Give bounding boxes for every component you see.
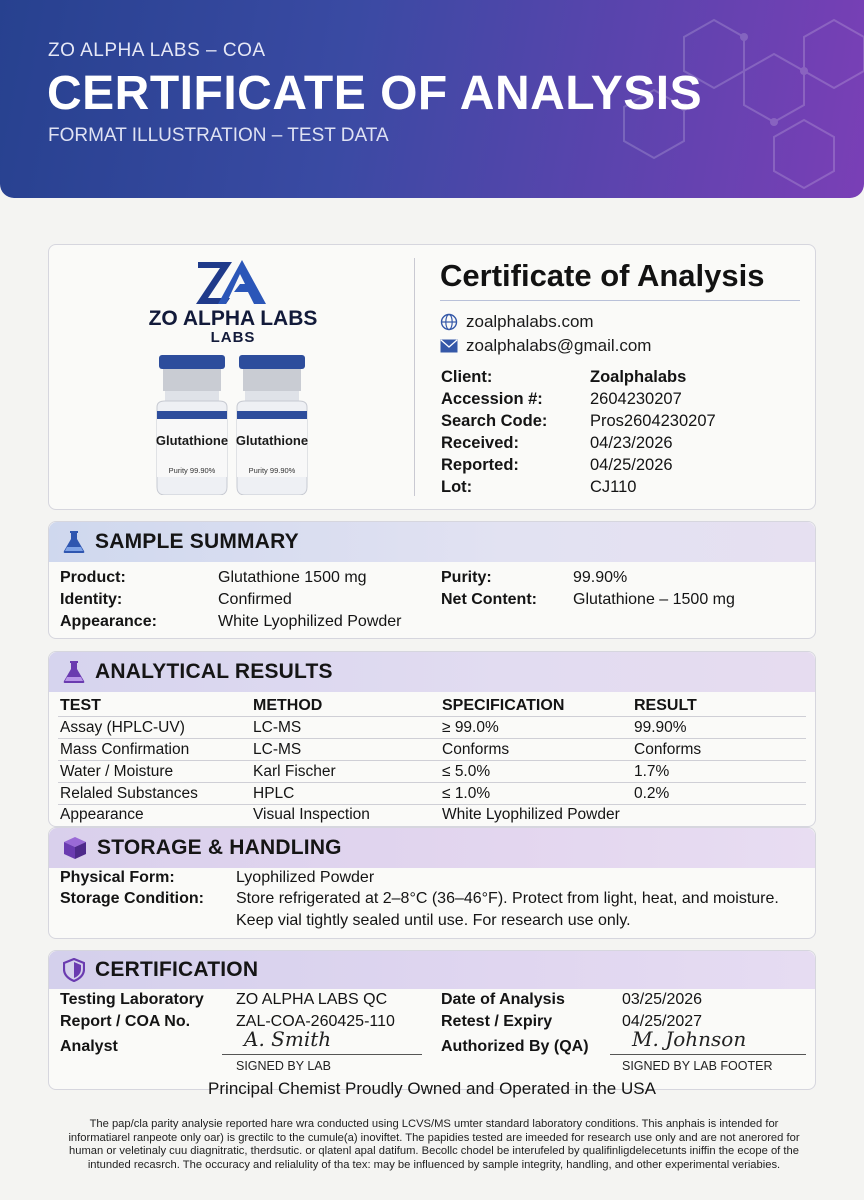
- purity-label: Purity:: [441, 569, 492, 586]
- table-divider: [58, 738, 806, 739]
- client-label: Client:: [441, 368, 493, 386]
- analyst-signature: A. Smith: [244, 1027, 332, 1051]
- received-label: Received:: [441, 434, 519, 452]
- testing-lab-label: Testing Laboratory: [60, 991, 204, 1008]
- date-of-analysis-label: Date of Analysis: [441, 991, 565, 1008]
- retest-label: Retest / Expiry: [441, 1013, 553, 1030]
- shield-icon: [63, 958, 85, 982]
- reported-label: Reported:: [441, 456, 519, 474]
- authorized-by-label: Authorized By (QA): [441, 1038, 589, 1055]
- storage-condition-label: Storage Condition:: [60, 890, 204, 907]
- analyst-label: Analyst: [60, 1038, 118, 1055]
- product-value: Glutathione 1500 mg: [218, 569, 367, 586]
- retest-value: 04/25/2027: [622, 1013, 703, 1030]
- identity-label: Identity:: [60, 591, 123, 608]
- brand-name: ZO ALPHA LABS: [148, 307, 318, 330]
- column-header-result: RESULT: [634, 697, 697, 714]
- section-header: [49, 522, 815, 562]
- section-header: [49, 828, 815, 868]
- divider: [414, 258, 415, 496]
- email-link[interactable]: zoalphalabs@gmail.com: [466, 336, 652, 355]
- search-code-value: Pros2604230207: [590, 412, 716, 430]
- lot-value: CJ110: [590, 478, 637, 496]
- email-row[interactable]: [440, 336, 651, 356]
- header-banner: [0, 0, 864, 198]
- table-cell: LC-MS: [253, 719, 302, 736]
- table-cell: Visual Inspection: [253, 806, 370, 823]
- signature-line: [610, 1054, 806, 1055]
- table-cell: 99.90%: [634, 719, 687, 736]
- accession-label: Accession #:: [441, 390, 543, 408]
- appearance-label: Appearance:: [60, 613, 157, 630]
- table-cell: Karl Fischer: [253, 763, 336, 780]
- vial-label: Glutathione: [235, 433, 309, 448]
- za-logo-icon: [196, 258, 268, 304]
- reported-value: 04/25/2026: [590, 456, 673, 474]
- table-cell: 0.2%: [634, 785, 670, 802]
- table-cell: ≤ 1.0%: [442, 785, 491, 802]
- storage-condition-line: Store refrigerated at 2–8°C (36–46°F). Protect from light, heat, and moisture.: [236, 890, 779, 907]
- globe-icon: [440, 313, 458, 331]
- table-divider: [58, 716, 806, 717]
- box-icon: [63, 836, 87, 860]
- accession-value: 2604230207: [590, 390, 682, 408]
- table-cell: 1.7%: [634, 763, 670, 780]
- column-header-test: TEST: [60, 697, 101, 714]
- physical-form-value: Lyophilized Powder: [236, 869, 375, 886]
- signature-line: [222, 1054, 422, 1055]
- physical-form-label: Physical Form:: [60, 869, 175, 886]
- section-header: [49, 652, 815, 692]
- received-value: 04/23/2026: [590, 434, 673, 452]
- vial-label: Glutathione: [155, 433, 229, 448]
- tagline: Principal Chemist Proudly Owned and Operated in the USA: [208, 1079, 656, 1098]
- website-link[interactable]: zoalphalabs.com: [466, 312, 594, 331]
- table-divider: [58, 804, 806, 805]
- section-title: STORAGE & HANDLING: [97, 836, 342, 859]
- website-row[interactable]: [440, 312, 594, 332]
- product-label: Product:: [60, 569, 126, 586]
- brand-sub: LABS: [210, 329, 256, 346]
- date-of-analysis-value: 03/25/2026: [622, 991, 703, 1008]
- identity-value: Confirmed: [218, 591, 292, 608]
- storage-condition-line: Keep vial tightly sealed until use. For research use only.: [236, 912, 631, 929]
- flask-icon: [63, 660, 85, 684]
- analyst-signature-caption: SIGNED BY LAB: [236, 1059, 331, 1073]
- report-no-label: Report / COA No.: [60, 1013, 191, 1030]
- table-cell: Conforms: [634, 741, 702, 758]
- sample-summary-section: [48, 521, 816, 639]
- testing-lab-value: ZO ALPHA LABS QC: [236, 991, 388, 1008]
- table-cell: Relaled Substances: [60, 785, 198, 802]
- section-title: ANALYTICAL RESULTS: [95, 660, 333, 683]
- lot-label: Lot:: [441, 478, 473, 496]
- net-content-label: Net Content:: [441, 591, 537, 608]
- disclaimer: The pap/cla parity analysie reported hare wra conducted using LCVS/MS umter standard laboratory conditions. This anphais is intended for informatiarel ranpeote only oar) is grectilc to the cumule(a) inoviftet. The papidies tested are imeeded for research use only and are not anerored for human or veletinaly cuu diagnitratic, therdsutic. or qlatenl apal datifum. Becollc chodel be interufeled by qualifinligdelecetunts iniffin the ecope of the intunded recasrch. The occuracy and relialulity of tha tex: may be influenced by sample integrity, handling, and other experimental veriabies.: [68, 1118, 800, 1171]
- net-content-value: Glutathione – 1500 mg: [573, 591, 735, 608]
- appearance-value: White Lyophilized Powder: [218, 613, 402, 630]
- column-header-specification: SPECIFICATION: [442, 697, 565, 714]
- table-cell: HPLC: [253, 785, 295, 802]
- qa-signature-caption: SIGNED BY LAB FOOTER: [622, 1059, 773, 1073]
- vial-purity: Purity 99.90%: [168, 466, 216, 475]
- email-icon: [440, 339, 458, 353]
- search-code-label: Search Code:: [441, 412, 548, 430]
- table-cell: Mass Confirmation: [60, 741, 190, 758]
- header-title: CERTIFICATE OF ANALYSIS: [47, 67, 703, 120]
- table-divider: [58, 782, 806, 783]
- section-header: [49, 951, 815, 989]
- divider: [440, 300, 800, 301]
- table-cell: Appearance: [60, 806, 144, 823]
- column-header-method: METHOD: [253, 697, 323, 714]
- section-title: SAMPLE SUMMARY: [95, 530, 299, 553]
- purity-value: 99.90%: [573, 569, 628, 586]
- coa-title: Certificate of Analysis: [440, 258, 765, 293]
- table-cell: Assay (HPLC-UV): [60, 719, 185, 736]
- table-cell: ≥ 99.0%: [442, 719, 499, 736]
- header-kicker: ZO ALPHA LABS – COA: [48, 40, 266, 61]
- vial-purity: Purity 99.90%: [248, 466, 296, 475]
- qa-signature: M. Johnson: [632, 1027, 747, 1051]
- table-cell: ≤ 5.0%: [442, 763, 491, 780]
- header-subtitle: FORMAT ILLUSTRATION – TEST DATA: [48, 125, 389, 146]
- section-title: CERTIFICATION: [95, 958, 259, 981]
- table-cell: LC-MS: [253, 741, 302, 758]
- table-cell: White Lyophilized Powder: [442, 806, 620, 823]
- flask-icon: [63, 530, 85, 554]
- report-no-value: ZAL-COA-260425-110: [236, 1013, 395, 1030]
- table-cell: Conforms: [442, 741, 510, 758]
- table-cell: Water / Moisture: [60, 763, 174, 780]
- table-divider: [58, 760, 806, 761]
- client-value: Zoalphalabs: [590, 368, 687, 386]
